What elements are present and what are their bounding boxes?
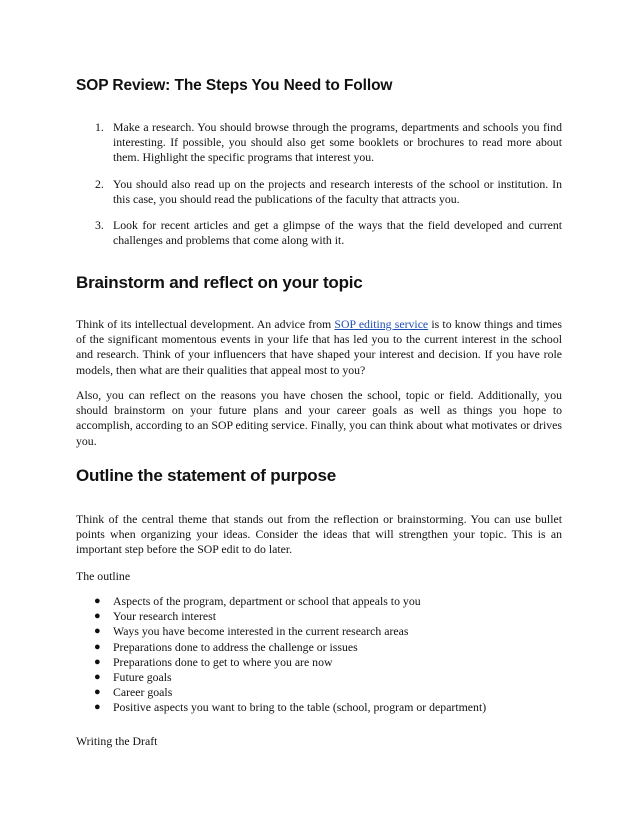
list-item-text: Make a research. You should browse through the programs, departments and schools you find interesting. If possible, you should also get some booklets or brochures to read more about them. Highlight the specific programs that interest you. xyxy=(113,120,562,165)
list-number: 3. xyxy=(95,218,104,233)
bullet-item xyxy=(76,624,562,639)
bullet-text: Your research interest xyxy=(113,609,216,624)
list-number: 2. xyxy=(95,176,104,191)
bullet-item xyxy=(76,700,562,715)
outline-label: The outline xyxy=(76,569,131,583)
list-item xyxy=(76,177,562,207)
section-title-outline: Outline the statement of purpose xyxy=(76,466,336,485)
bullet-text: Ways you have become interested in the current research areas xyxy=(113,624,409,639)
bullet-text: Preparations done to get to where you are now xyxy=(113,654,333,669)
bullet-text: Aspects of the program, department or school that appeals to you xyxy=(113,594,421,608)
bullet-item xyxy=(76,640,562,655)
bullet-icon: ● xyxy=(94,686,101,699)
bullet-icon: ● xyxy=(94,640,101,653)
outline-paragraph: Think of the central theme that stands out from the reflection or brainstorming. You can use bullet points when organizing your ideas. Consider the ideas that will strengthen your topic. This is an important step before the SOP edit to do later. xyxy=(76,512,562,557)
paragraph-text: Think of its intellectual development. An advice from xyxy=(76,317,335,331)
bullet-item xyxy=(76,655,562,670)
bullet-icon: ● xyxy=(94,701,101,714)
bullet-text: Positive aspects you want to bring to the table (school, program or department) xyxy=(113,700,487,715)
list-number: 1. xyxy=(95,120,104,134)
outline-bullets xyxy=(76,594,562,716)
steps-list xyxy=(76,120,562,259)
bullet-icon: ● xyxy=(94,671,101,684)
bullet-item xyxy=(76,594,562,609)
list-item xyxy=(76,120,562,166)
bullet-icon: ● xyxy=(94,610,101,623)
list-item-text: You should also read up on the projects and research interests of the school or institution. In this case, you should read the publications of the faculty that attracts you. xyxy=(113,176,562,206)
writing-draft-label: Writing the Draft xyxy=(76,734,158,748)
bullet-icon: ● xyxy=(94,595,101,607)
bullet-item xyxy=(76,670,562,685)
bullet-text: Career goals xyxy=(113,685,173,700)
bullet-text: Preparations done to address the challenge or issues xyxy=(113,639,358,654)
sop-editing-service-link[interactable]: SOP editing service xyxy=(334,317,429,331)
list-item xyxy=(76,218,562,248)
bullet-item xyxy=(76,609,562,624)
bullet-icon: ● xyxy=(94,625,101,638)
bullet-text: Future goals xyxy=(113,670,172,685)
section-title-brainstorm: Brainstorm and reflect on your topic xyxy=(76,273,363,292)
list-item-text: Look for recent articles and get a glimpse of the ways that the field developed and current challenges and problems that come along with it. xyxy=(113,218,562,248)
bullet-icon: ● xyxy=(94,655,101,668)
brainstorm-paragraph-2: Also, you can reflect on the reasons you have chosen the school, topic or field. Additionally, you should brainstorm on your future plans and your career goals as well as things you hope to accomplish, according to an SOP editing service. Finally, you can think about what motivates or drives you. xyxy=(76,388,562,448)
brainstorm-paragraph-1 xyxy=(76,317,562,378)
paragraph-text: is to know things and times of the significant momentous events in your life that has led you to the current interest in the school and research. Think of your influencers that have shaped your interest and decision. If you have role models, then what are their qualities that appeal most to you? xyxy=(76,317,562,377)
bullet-item xyxy=(76,685,562,700)
section-title-steps: SOP Review: The Steps You Need to Follow xyxy=(76,77,393,94)
